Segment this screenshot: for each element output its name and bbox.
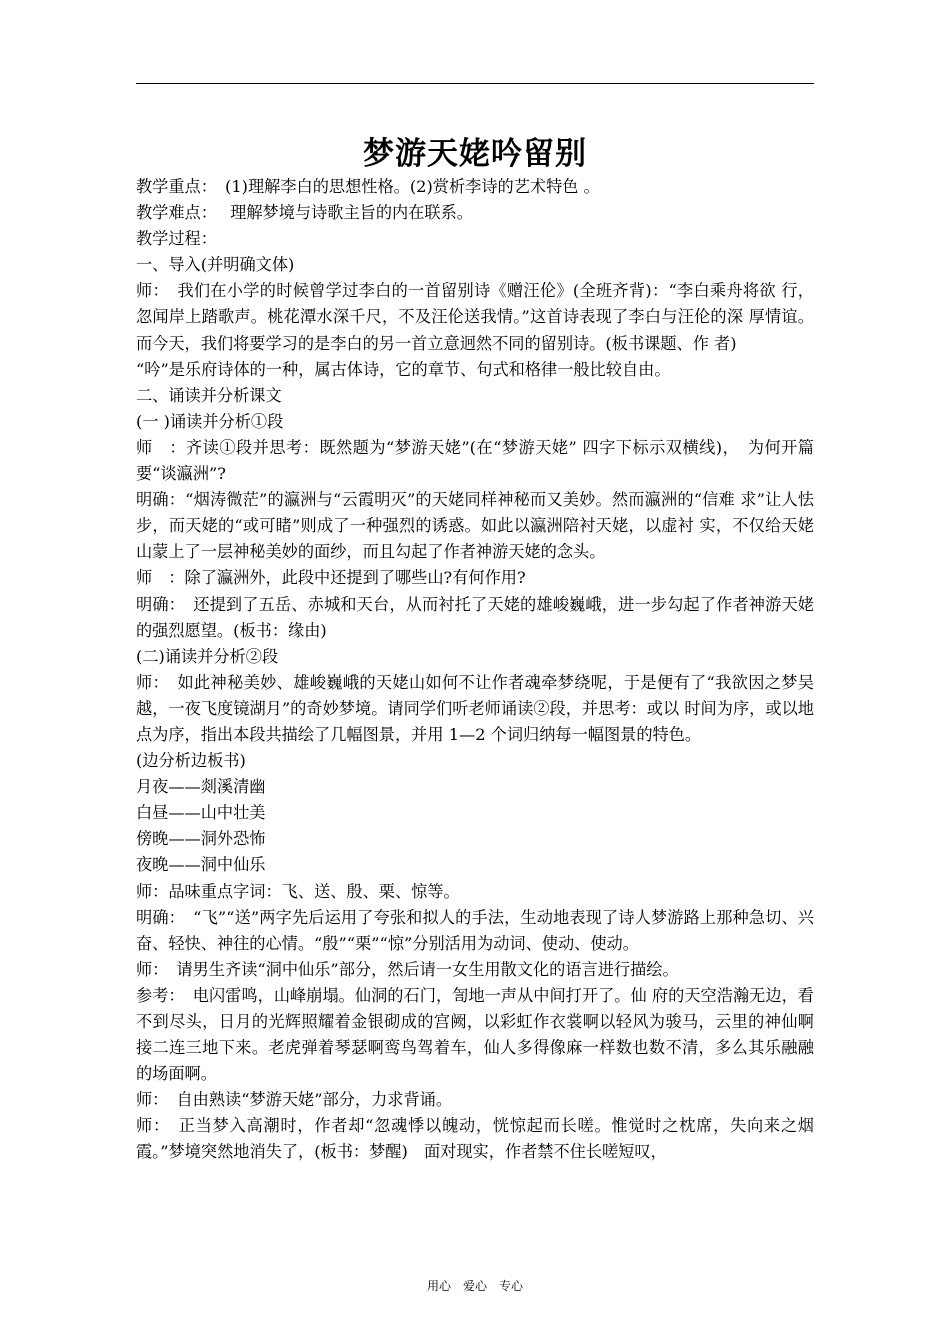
paragraph: 白昼——山中壮美 [136,803,266,823]
paragraph: 月夜——剡溪清幽 [136,777,266,797]
paragraph: 夜晚——洞中仙乐 [136,855,266,875]
paragraph: 师： 正当梦入高潮时，作者却“忽魂悸以魄动，恍惊起而长嗟。惟觉时之枕席，失向来之烟霞。”梦境突然地消失了，(板书：梦醒) 面对现实，作者禁不住长嗟短叹， [136,1116,814,1162]
header-rule [136,83,814,84]
paragraph: 师 ：除了瀛洲外，此段中还提到了哪些山?有何作用? [136,568,526,588]
paragraph: 明确：“烟涛微茫”的瀛洲与“云霞明灭”的天姥同样神秘而又美妙。然而瀛洲的“信难 求”让人怯步，而天姥的“或可睹”则成了一种强烈的诱惑。如此以瀛洲陪衬天姥，以虚衬 实，不仅给天姥山蒙上了一层神秘美妙的面纱，而且勾起了作者神游天姥的念头。 [136,490,814,562]
document-title: 梦游天姥吟留别 [363,136,587,172]
paragraph: 一、导入(并明确文体) [136,255,295,275]
paragraph: “吟”是乐府诗体的一种，属古体诗，它的章节、句式和格律一般比较自由。 [136,359,671,379]
paragraph: 教学重点： (1)理解李白的思想性格。(2)赏析李诗的艺术特色 。 [136,177,600,196]
paragraph: (二)诵读并分析②段 [136,646,279,666]
paragraph: 明确： 还提到了五岳、赤城和天台，从而衬托了天姥的雄峻巍峨，进一步勾起了作者神游天姥的强烈愿望。(板书：缘由) [136,594,814,640]
paragraph: 师： 请男生齐读“洞中仙乐”部分，然后请一女生用散文化的语言进行描绘。 [136,959,679,979]
paragraph: 教学过程： [136,229,217,249]
paragraph: 师： 自由熟读“梦游天姥”部分，力求背诵。 [136,1090,453,1110]
paragraph: 师： 我们在小学的时候曾学过李白的一首留别诗《赠汪伦》(全班齐背)：“李白乘舟将欲 行，忽闻岸上踏歌声。桃花潭水深千尺，不及汪伦送我情。”这首诗表现了李白与汪伦的深 厚情谊。而今天，我们将要学习的是李白的另一首立意迥然不同的留别诗。(板书课题、作 者) [136,281,814,353]
document-body [136,174,814,1166]
paragraph: 师：品味重点字词：飞、送、殷、栗、惊等。 [136,881,460,901]
paragraph: 师： 如此神秘美妙、雄峻巍峨的天姥山如何不让作者魂牵梦绕呢，于是便有了“我欲因之梦吴越，一夜飞度镜湖月”的奇妙梦境。请同学们听老师诵读②段，并思考：或以 时间为序，或以地点为序，指出本段共描绘了几幅图景，并用 1—2 个词归纳每一幅图景的特色。 [136,672,814,744]
paragraph: 教学难点： 理解梦境与诗歌主旨的内在联系。 [136,203,473,223]
paragraph: 傍晚——洞外恐怖 [136,829,266,849]
paragraph: (一 )诵读并分析①段 [136,411,284,431]
paragraph: 明确： “飞”“送”两字先后运用了夸张和拟人的手法，生动地表现了诗人梦游路上那种急切、兴奋、轻快、神往的心情。“殷”“栗”“惊”分别活用为动词、使动、使动。 [136,907,814,953]
paragraph: 参考： 电闪雷鸣，山峰崩塌。仙洞的石门，訇地一声从中间打开了。仙 府的天空浩瀚无边，看不到尽头，日月的光辉照耀着金银砌成的宫阙，以彩虹作衣裳啊以轻风为骏马，云里的神仙啊接二连三地下来。老虎弹着琴瑟啊鸾鸟驾着车，仙人多得像麻一样数也数不清，多么其乐融融的场面啊。 [136,985,814,1084]
paragraph: 师 ：齐读①段并思考：既然题为“梦游天姥”(在“梦游天姥” 四字下标示双横线)， 为何开篇要“谈瀛洲”? [136,437,814,484]
paragraph: (边分析边板书) [136,751,246,771]
page-footer: 用心 爱心 专心 [426,1279,523,1293]
paragraph: 二、诵读并分析课文 [136,385,282,405]
